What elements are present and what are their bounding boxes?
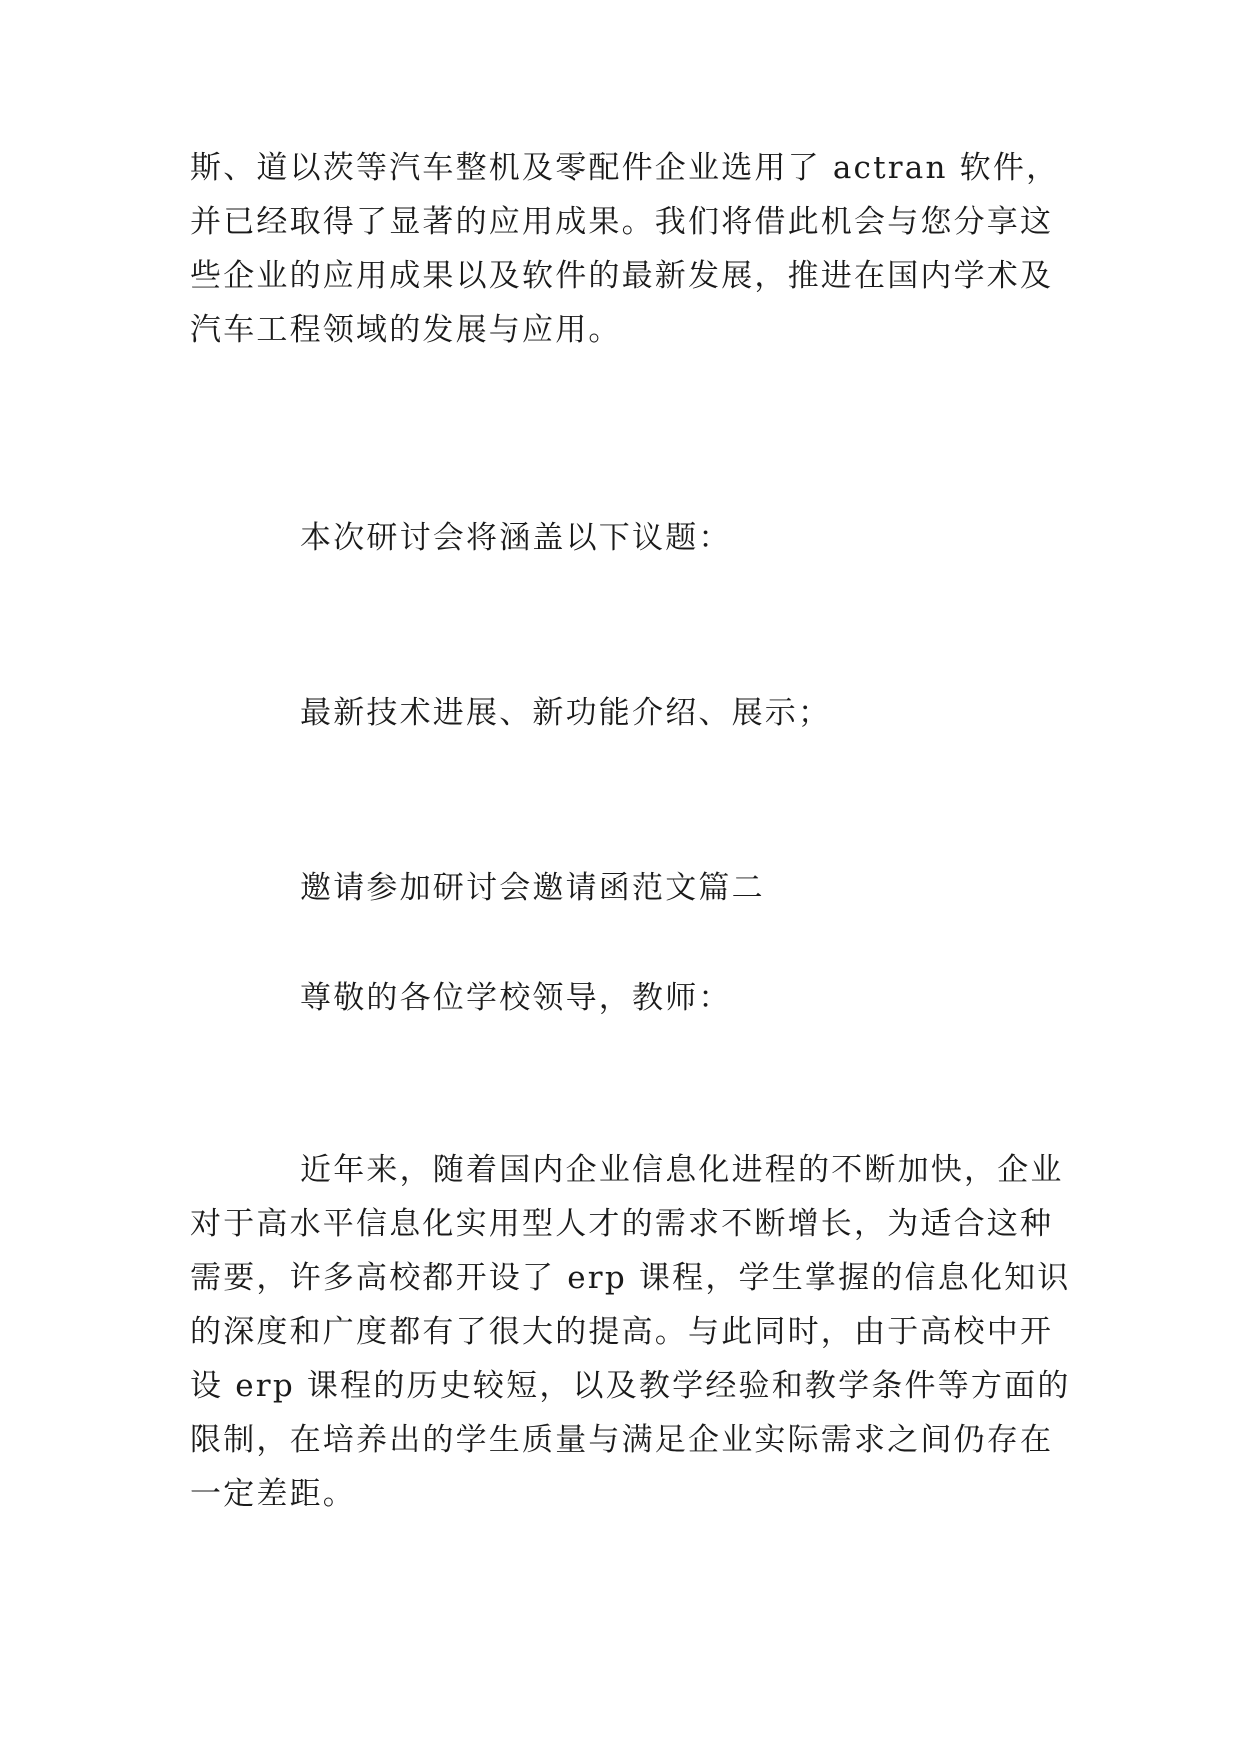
salutation: 尊敬的各位学校领导，教师： [300, 980, 732, 1016]
section-title: 邀请参加研讨会邀请函范文篇二 [300, 870, 765, 906]
topics-intro: 本次研讨会将涵盖以下议题： [300, 520, 732, 556]
paragraph-1-line-1: 斯、道以茨等汽车整机及零配件企业选用了 actran 软件， [190, 150, 1060, 186]
paragraph-2-line-3: 需要，许多高校都开设了 erp 课程，学生掌握的信息化知识 [190, 1260, 1071, 1296]
paragraph-2-line-7: 一定差距。 [190, 1476, 356, 1512]
paragraph-1-line-3: 些企业的应用成果以及软件的最新发展，推进在国内学术及 [190, 258, 1054, 294]
topic-item-1: 最新技术进展、新功能介绍、展示； [300, 695, 832, 731]
paragraph-2-line-4: 的深度和广度都有了很大的提高。与此同时，由于高校中开 [190, 1314, 1054, 1350]
paragraph-2-line-1: 近年来，随着国内企业信息化进程的不断加快，企业 [300, 1152, 1064, 1188]
paragraph-2-line-2: 对于高水平信息化实用型人才的需求不断增长，为适合这种 [190, 1206, 1054, 1242]
paragraph-2-line-5: 设 erp 课程的历史较短，以及教学经验和教学条件等方面的 [190, 1368, 1071, 1404]
paragraph-1-line-2: 并已经取得了显著的应用成果。我们将借此机会与您分享这 [190, 204, 1054, 240]
paragraph-2-line-6: 限制，在培养出的学生质量与满足企业实际需求之间仍存在 [190, 1422, 1054, 1458]
paragraph-1-line-4: 汽车工程领域的发展与应用。 [190, 312, 622, 348]
